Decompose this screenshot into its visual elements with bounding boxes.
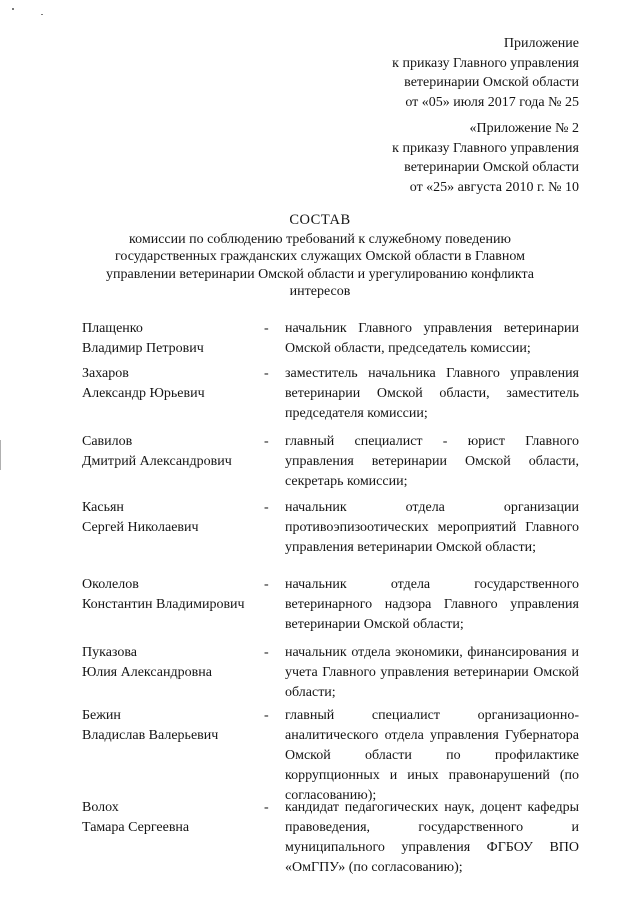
member-role: начальник отдела организации противоэпизоотических мероприятий Главного управления ветеринарии Омской области; [285,500,579,555]
member-name [82,706,257,746]
document-subtitle-line: интересов [289,284,351,299]
original-appendix-date-number: от «25» августа 2010 г. № 10 [409,179,579,195]
member-given-names: Дмитрий Александрович [82,454,232,469]
member-dash: - [264,321,269,336]
document-subtitle-line: управлении ветеринарии Омской области и урегулированию конфликта [106,266,534,282]
member-role: начальник Главного управления ветеринарии Омской области, председатель комиссии; [285,321,579,356]
member-role: кандидат педагогических наук, доцент кафедры правоведения, государственного и муниципального управления ФГБОУ ВПО «ОмГПУ» (по согласованию); [285,800,579,875]
member-given-names: Владислав Валерьевич [82,728,219,743]
scan-speck-mark [41,14,43,15]
appendix-order-ref: к приказу Главного управления [392,55,579,71]
member-name [82,575,257,615]
member-given-names: Константин Владимирович [82,597,245,612]
document-heading: СОСТАВ [289,212,351,228]
member-given-names: Александр Юрьевич [82,386,205,401]
member-surname: Околелов [82,577,139,592]
member-dash: - [264,800,269,815]
appendix-label: Приложение [503,36,579,51]
member-role: начальник отдела государственного ветеринарного надзора Главного управления ветеринарии Омской области; [285,577,579,632]
member-surname: Бежин [82,708,121,723]
member-dash: - [264,366,269,381]
member-given-names: Владимир Петрович [82,341,204,356]
original-appendix-label: «Приложение № 2 [469,121,579,136]
member-name [82,432,257,472]
document-subtitle-line: комиссии по соблюдению требований к служебному поведению [129,231,511,247]
appendix-authority: ветеринарии Омской области [404,75,579,90]
member-dash: - [264,434,269,449]
member-dash: - [264,500,269,515]
member-name [82,498,257,538]
member-given-names: Тамара Сергеевна [82,820,190,835]
member-surname: Касьян [82,500,124,515]
member-given-names: Юлия Александровна [82,665,212,680]
member-surname: Пуказова [82,645,138,660]
member-role: главный специалист - юрист Главного управления ветеринарии Омской области, секретарь комиссии; [285,434,579,489]
member-name [82,643,257,683]
scan-edge-mark [0,440,1,470]
member-dash: - [264,645,269,660]
member-dash: - [264,708,269,723]
document-title-block [60,212,580,301]
member-surname: Плащенко [82,321,143,336]
member-dash: - [264,577,269,592]
member-surname: Волох [82,800,119,815]
original-appendix-authority: ветеринарии Омской области [404,160,579,175]
member-role: заместитель начальника Главного управления ветеринарии Омской области, заместитель председателя комиссии; [285,366,579,421]
member-name [82,364,257,404]
appendix-date-number: от «05» июля 2017 года № 25 [405,94,579,110]
member-name [82,319,257,359]
member-surname: Савилов [82,434,133,449]
member-surname: Захаров [82,366,129,381]
original-appendix-order-ref: к приказу Главного управления [392,140,579,156]
document-subtitle-line: государственных гражданских служащих Омской области в Главном [115,249,525,264]
member-name [82,798,257,838]
member-role: начальник отдела экономики, финансирования и учета Главного управления ветеринарии Омской области; [285,645,579,700]
original-appendix-header [392,119,579,197]
scan-speck-mark [12,8,14,10]
member-given-names: Сергей Николаевич [82,520,199,535]
appendix-header [392,34,579,112]
member-role: главный специалист организационно-аналитического отдела управления Губернатора Омской области по профилактике коррупционных и иных правонарушений (по согласованию); [285,708,579,803]
